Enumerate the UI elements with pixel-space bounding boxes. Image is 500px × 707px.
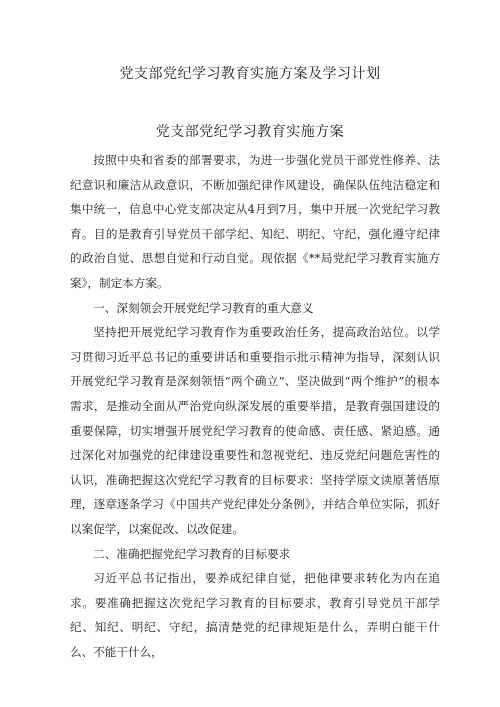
document-subtitle: 党支部党纪学习教育实施方案	[155, 124, 345, 140]
paragraph-section-2: 习近平总书记指出，要养成纪律自觉，把他律要求转化为内在追求。要准确把握这次党纪学习教育的目标要求，教育引导党员干部学纪、知纪、明纪、守纪，搞清楚党的纪律规矩是什么，弄明白能干什么、不能干什么，	[70, 571, 440, 659]
document-body	[70, 148, 440, 664]
section-heading-2: 二、准确把握党纪学习教育的目标要求	[93, 546, 291, 561]
paragraph-intro: 按照中央和省委的部署要求，为进一步强化党员干部党性修养、法纪意识和廉洁从政意识，不断加强纪律作风建设，确保队伍纯洁稳定和集中统一，信息中心党支部决定从4月到7月，集中开展一次党纪学习教育。目的是教育引导党员干部学纪、知纪、明纪、守纪，强化遵守纪律的政治自觉、思想自觉和行动自觉。现依据《**局党纪学习教育实施方案》，制定本方案。	[70, 153, 440, 290]
document-title: 党支部党纪学习教育实施方案及学习计划	[119, 66, 381, 82]
paragraph-section-1: 坚持把开展党纪学习教育作为重要政治任务，提高政治站位。以学习贯彻习近平总书记的重要讲话和重要指示批示精神为指导，深刻认识开展党纪学习教育是深刻领悟“两个确立”、坚决做到“两个维护”的根本需求，是推动全面从严治党向纵深发展的重要举措，是教育强国建设的重要保障，切实增强开展党纪学习教育的使命感、责任感、紧迫感。通过深化对加强党的纪律建设重要性和忽视党纪、违反党纪问题危害性的认识，准确把握这次党纪学习教育的目标要求：坚持学原文读原著悟原理，逐章逐条学习《中国共产党纪律处分条例》，并结合单位实际，抓好以案促学，以案促改、以改促建。	[70, 325, 440, 536]
section-heading-1: 一、深刻领会开展党纪学习教育的重大意义	[93, 300, 314, 315]
